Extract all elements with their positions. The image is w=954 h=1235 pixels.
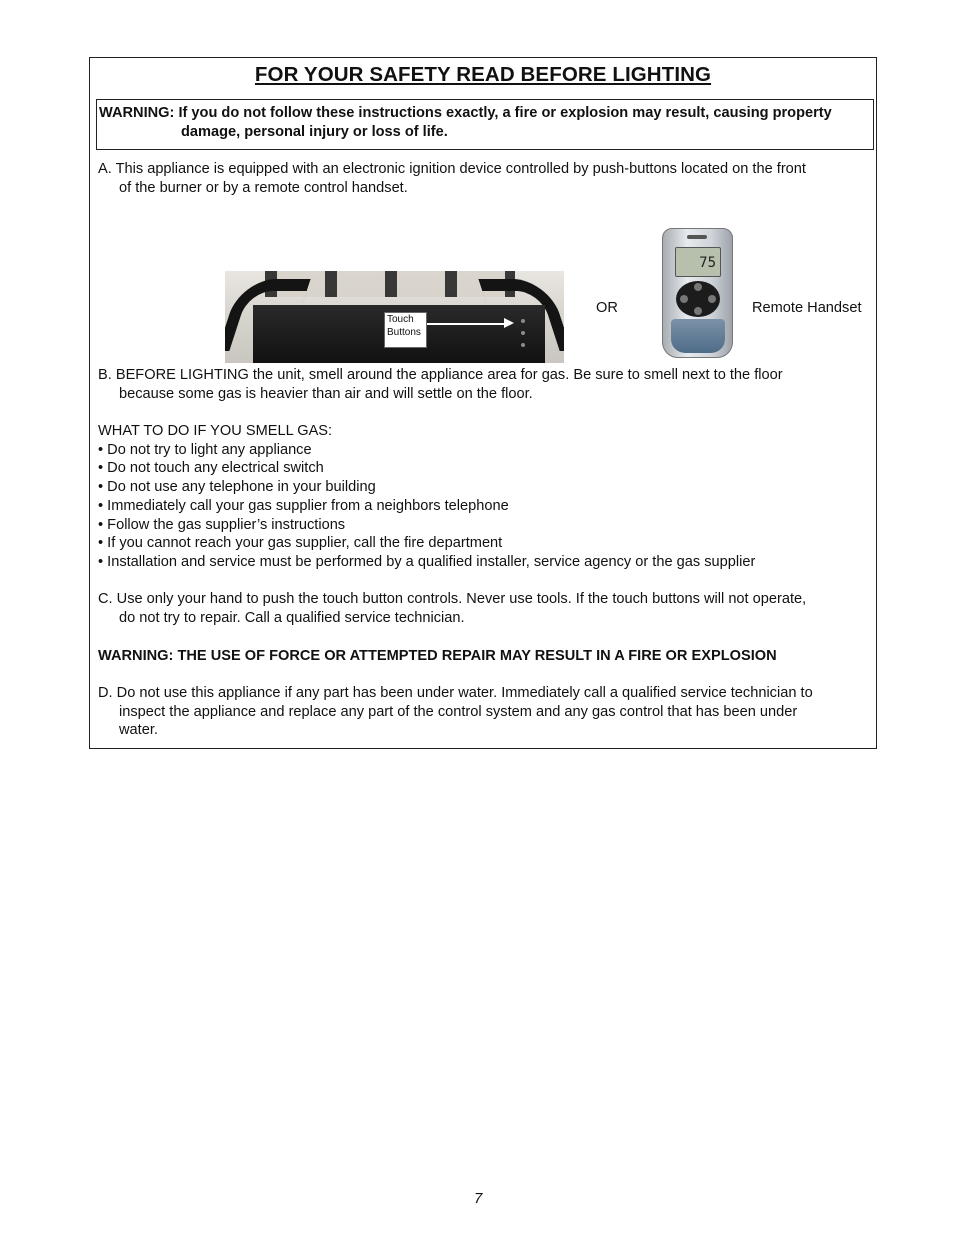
smell-gas-item: • Immediately call your gas supplier from a neighbors telephone xyxy=(98,498,509,514)
touch-label-line-2: Buttons xyxy=(387,326,421,338)
warning-line-1: WARNING: If you do not follow these instructions exactly, a fire or explosion may result, causing property xyxy=(99,105,832,121)
section-a-line-2: of the burner or by a remote control handset. xyxy=(119,180,408,196)
smell-gas-item: • Do not touch any electrical switch xyxy=(98,460,324,476)
smell-gas-heading: WHAT TO DO IF YOU SMELL GAS: xyxy=(98,423,333,439)
remote-handset-image xyxy=(662,228,733,358)
section-d-line-3: water. xyxy=(119,722,158,738)
section-b-line-1: B. BEFORE LIGHTING the unit, smell around the appliance area for gas. Be sure to smell next to the floor xyxy=(98,367,783,383)
section-d-line-1: D. Do not use this appliance if any part has been under water. Immediately call a qualified service technician to xyxy=(98,685,813,701)
touch-button-3 xyxy=(521,343,525,347)
pointer-arrow-icon xyxy=(504,318,514,328)
section-a-line-1: A. This appliance is equipped with an electronic ignition device controlled by push-buttons located on the front xyxy=(98,161,806,177)
pointer-arrow-line xyxy=(427,323,507,325)
remote-right-key xyxy=(708,295,716,303)
touch-buttons-label xyxy=(384,312,427,348)
section-c-line-2: do not try to repair. Call a qualified service technician. xyxy=(119,610,465,626)
safety-frame xyxy=(89,57,877,749)
remote-handset-label: Remote Handset xyxy=(752,300,862,316)
remote-up-key xyxy=(694,283,702,291)
touch-label-line-1: Touch xyxy=(387,314,414,325)
smell-gas-item: • Installation and service must be performed by a qualified installer, service agency or the gas supplier xyxy=(98,554,756,570)
remote-keypad xyxy=(676,281,720,317)
smell-gas-item: • If you cannot reach your gas supplier, call the fire department xyxy=(98,535,503,551)
remote-base xyxy=(671,319,725,353)
remote-down-key xyxy=(694,307,702,315)
page-number: 7 xyxy=(474,1190,483,1207)
section-b-line-2: because some gas is heavier than air and will settle on the floor. xyxy=(119,386,533,402)
or-label: OR xyxy=(596,300,618,316)
smell-gas-item: • Follow the gas supplier’s instructions xyxy=(98,517,346,533)
smell-gas-item: • Do not try to light any appliance xyxy=(98,442,312,458)
warning-box xyxy=(96,99,874,150)
touch-button-2 xyxy=(521,331,525,335)
section-c-line-1: C. Use only your hand to push the touch button controls. Never use tools. If the touch buttons will not operate, xyxy=(98,591,807,607)
smell-gas-item: • Do not use any telephone in your building xyxy=(98,479,376,495)
touch-button-1 xyxy=(521,319,525,323)
remote-brand-mark xyxy=(687,235,707,239)
page-title: FOR YOUR SAFETY READ BEFORE LIGHTING xyxy=(254,63,712,86)
warning-line-2: damage, personal injury or loss of life. xyxy=(181,124,448,140)
remote-display: 75 xyxy=(675,247,721,277)
section-d-line-2: inspect the appliance and replace any part of the control system and any gas control that has been under xyxy=(119,704,798,720)
force-warning: WARNING: THE USE OF FORCE OR ATTEMPTED REPAIR MAY RESULT IN A FIRE OR EXPLOSION xyxy=(98,648,777,664)
remote-left-key xyxy=(680,295,688,303)
